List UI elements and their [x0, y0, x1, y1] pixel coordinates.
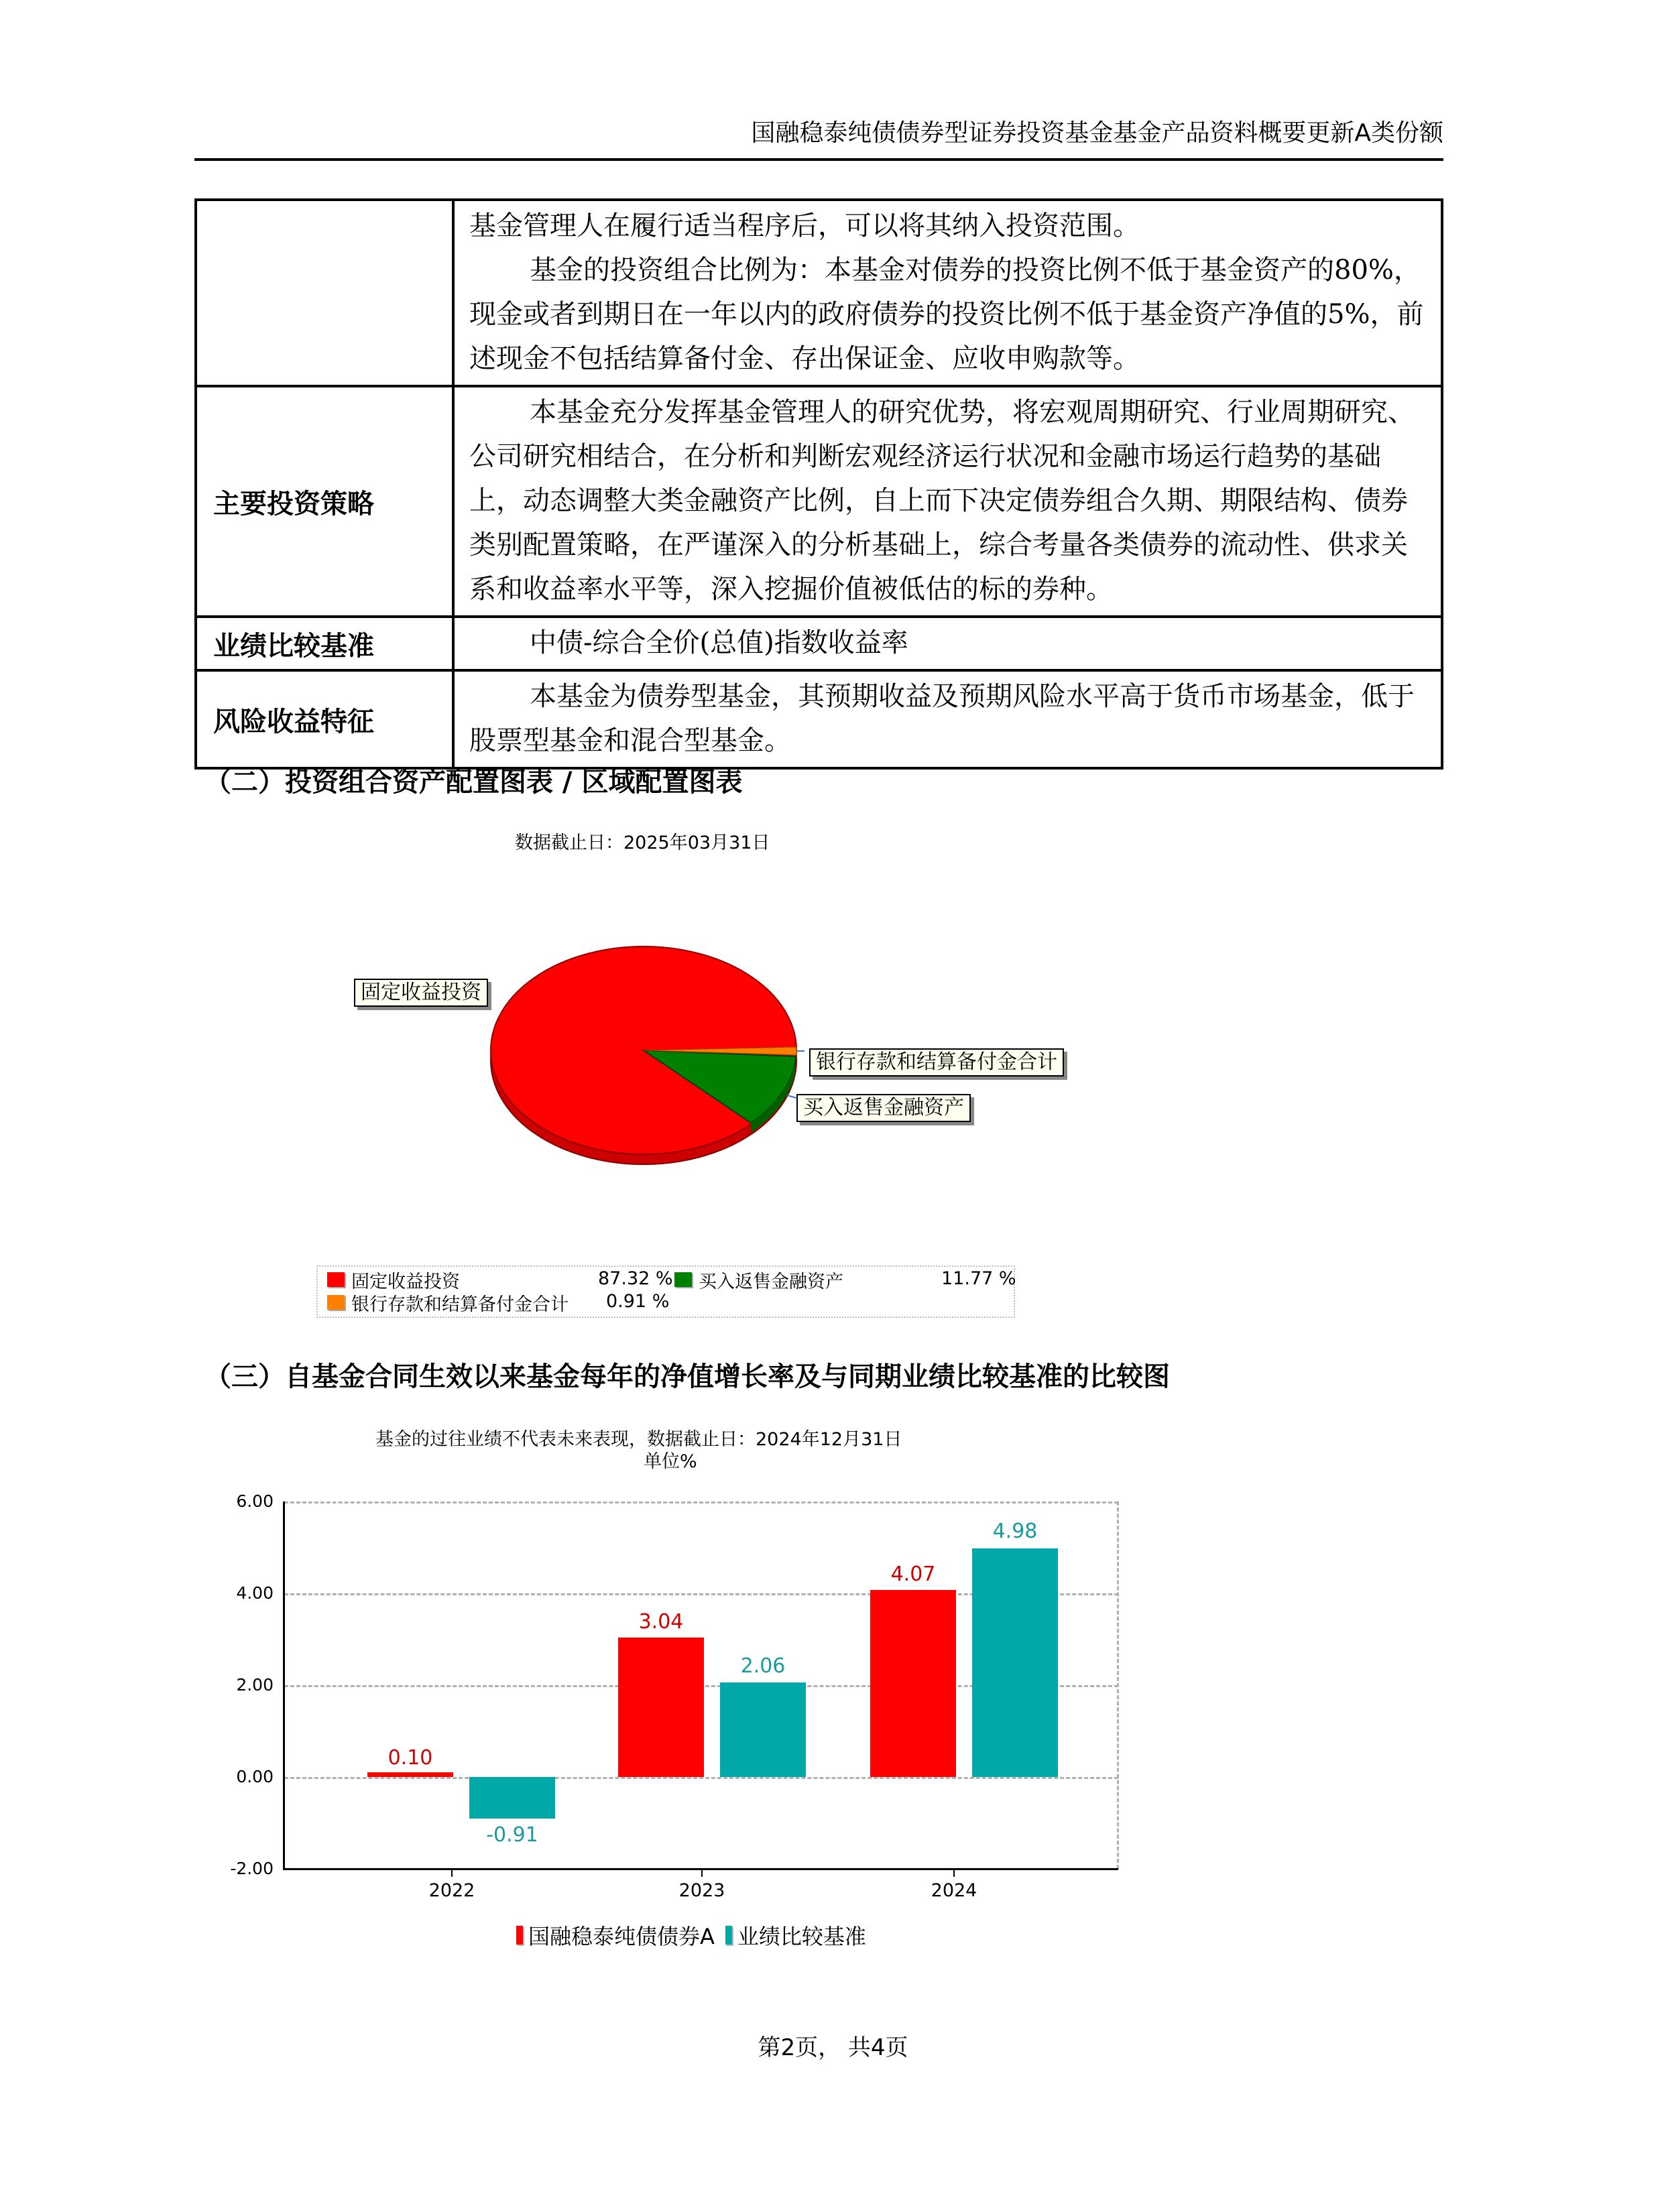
pie-callout-fixed-income: 固定收益投资 [354, 979, 488, 1007]
x-tick-mark [701, 1870, 703, 1877]
x-axis [283, 1868, 1118, 1870]
bar-benchmark-2023 [720, 1682, 806, 1777]
paragraph: 本基金为债券型基金，其预期收益及预期风险水平高于货币市场基金，低于股票型基金和混合型基金。 [469, 681, 1415, 756]
table-row-benchmark [196, 617, 1442, 670]
asset-allocation-pie-chart [469, 932, 818, 1186]
legend-item-bank-deposits [327, 1291, 569, 1314]
row-content [453, 386, 1442, 617]
legend-item-fixed-income [327, 1268, 460, 1291]
y-tick-label: 2.00 [236, 1675, 274, 1695]
x-tick-mark [953, 1870, 955, 1877]
gridline [284, 1777, 1118, 1779]
x-tick-label: 2022 [428, 1880, 475, 1901]
header-rule [194, 158, 1443, 161]
bar-value-label: 4.07 [890, 1562, 936, 1586]
paragraph: 基金管理人在履行适当程序后，可以将其纳入投资范围。 [469, 210, 1140, 241]
x-tick-label: 2023 [678, 1880, 725, 1901]
paragraph: 本基金充分发挥基金管理人的研究优势，将宏观周期研究、行业周期研究、公司研究相结合，在分析和判断宏观经济运行状况和金融市场运行趋势的基础上，动态调整大类金融资产比例，自上而下决定债券组合久期、期限结构、债券类别配置策略，在严谨深入的分析基础上，综合考量各类债券的流动性、供求关系和收益率水平等，深入挖掘价值被低估的标的券种。 [469, 397, 1415, 605]
bar-value-label: 4.98 [992, 1520, 1038, 1543]
y-tick-label: 0.00 [236, 1767, 274, 1786]
legend-swatch-orange [327, 1295, 345, 1310]
legend-value: 11.77 % [941, 1268, 1016, 1289]
row-content [453, 617, 1442, 670]
page-number: 第2页， 共4页 [758, 2034, 908, 2061]
bar-value-label: 0.10 [388, 1746, 433, 1770]
legend-label: 买入返售金融资产 [699, 1271, 843, 1292]
legend-value: 0.91 % [606, 1291, 670, 1312]
table-row-investment-scope [196, 200, 1442, 386]
y-tick-label: 6.00 [236, 1491, 274, 1511]
legend-label: 银行存款和结算备付金合计 [351, 1294, 569, 1315]
bar-fund-2023 [618, 1638, 704, 1777]
pie-callout-bank-deposits: 银行存款和结算备付金合计 [809, 1048, 1064, 1077]
row-label: 业绩比较基准 [196, 617, 453, 670]
legend-swatch-red [327, 1272, 345, 1287]
bar-benchmark-2022 [469, 1777, 555, 1819]
document-header-title: 国融稳泰纯债债券型证券投资基金基金产品资料概要更新A类份额 [751, 119, 1443, 147]
legend-item-reverse-repo [674, 1268, 843, 1291]
legend-label: 固定收益投资 [351, 1271, 460, 1292]
plot-right-border [1117, 1501, 1119, 1869]
paragraph: 基金的投资组合比例为：本基金对债券的投资比例不低于基金资产的80%，现金或者到期日在一年以内的政府债券的投资比例不低于基金资产净值的5%，前述现金不包括结算备付金、存出保证金、应收申购款等。 [469, 255, 1424, 374]
x-tick-label: 2024 [931, 1880, 977, 1901]
row-label [196, 200, 453, 386]
legend-value: 87.32 % [598, 1268, 673, 1289]
x-tick-mark [451, 1870, 453, 1877]
section-title-asset-allocation: （二）投资组合资产配置图表 / 区域配置图表 [204, 767, 743, 798]
bar-value-label: -0.91 [486, 1823, 538, 1847]
gridline [284, 1501, 1118, 1503]
legend-label-fund: 国融稳泰纯债债券A [528, 1924, 715, 1949]
row-label: 风险收益特征 [196, 670, 453, 768]
bar-chart-unit: 单位% [644, 1451, 697, 1472]
legend-swatch-green [674, 1272, 692, 1287]
pie-legend [316, 1266, 1015, 1318]
bar-fund-2022 [367, 1772, 453, 1777]
bar-chart-legend [516, 1920, 866, 1951]
paragraph: 中债-综合全价(总值)指数收益率 [530, 627, 908, 658]
y-tick-label: 4.00 [236, 1583, 274, 1603]
row-label: 主要投资策略 [196, 386, 453, 617]
fund-info-table [194, 198, 1443, 770]
legend-label-benchmark: 业绩比较基准 [737, 1924, 866, 1949]
bar-value-label: 3.04 [638, 1610, 684, 1634]
row-content [453, 670, 1442, 768]
y-axis [283, 1501, 285, 1870]
row-content [453, 200, 1442, 386]
section-title-performance-comparison: （三）自基金合同生效以来基金每年的净值增长率及与同期业绩比较基准的比较图 [204, 1361, 1170, 1392]
bar-fund-2024 [870, 1590, 956, 1777]
y-tick-label: -2.00 [230, 1859, 274, 1878]
legend-swatch-teal [725, 1926, 732, 1945]
bar-value-label: 2.06 [740, 1654, 786, 1678]
bar-chart-disclaimer: 基金的过往业绩不代表未来表现，数据截止日：2024年12月31日 [375, 1429, 902, 1450]
table-row-risk-return [196, 670, 1442, 768]
bar-benchmark-2024 [972, 1548, 1058, 1777]
table-row-investment-strategy [196, 386, 1442, 617]
pie-date-note: 数据截止日：2025年03月31日 [515, 833, 770, 853]
legend-swatch-red [516, 1926, 523, 1945]
pie-callout-reverse-repo: 买入返售金融资产 [796, 1094, 971, 1122]
